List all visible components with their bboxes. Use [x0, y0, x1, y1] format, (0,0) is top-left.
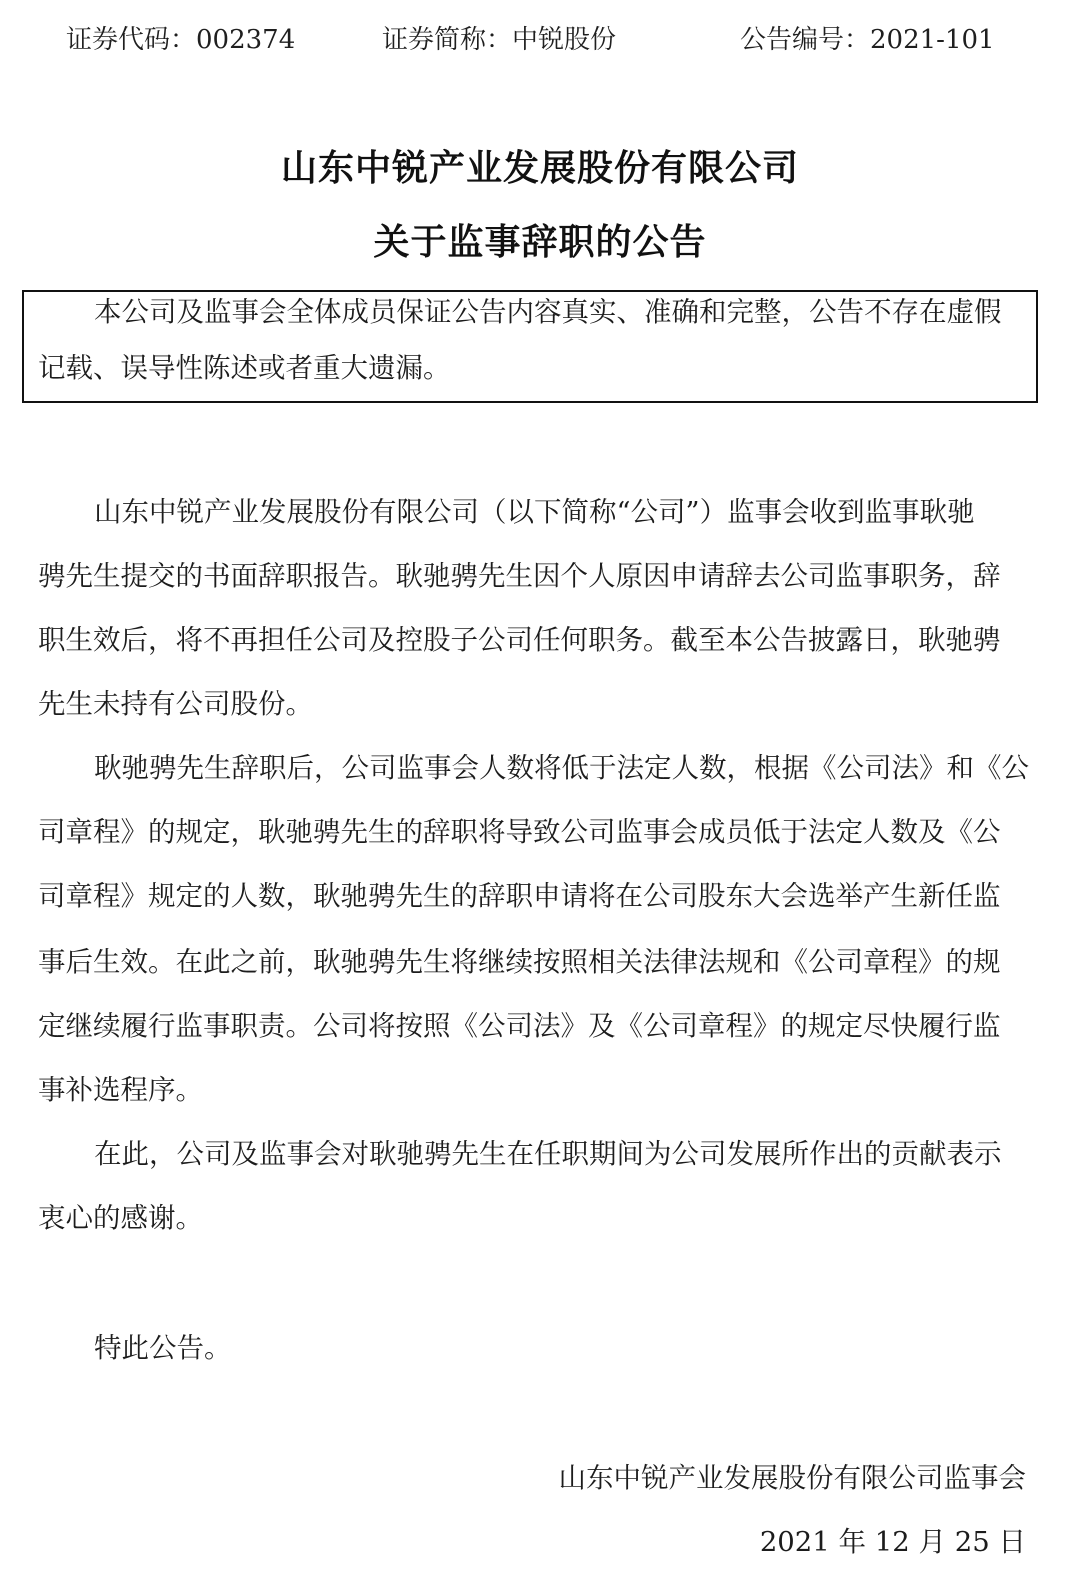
paragraph-line: 在此，公司及监事会对耿驰骋先生在任职期间为公司发展所作出的贡献表示 — [94, 1138, 1002, 1170]
stock-code: 证券代码：002374 — [66, 25, 296, 55]
paragraph-line: 司章程》的规定，耿驰骋先生的辞职将导致公司监事会成员低于法定人数及《公 — [38, 816, 1001, 848]
closing-statement: 特此公告。 — [94, 1332, 232, 1364]
paragraph-line: 司章程》规定的人数，耿驰骋先生的辞职申请将在公司股东大会选举产生新任监 — [38, 880, 1001, 912]
paragraph-line: 事后生效。在此之前，耿驰骋先生将继续按照相关法律法规和《公司章程》的规 — [38, 946, 1001, 978]
paragraph-line: 事补选程序。 — [38, 1074, 203, 1106]
paragraph-line: 定继续履行监事职责。公司将按照《公司法》及《公司章程》的规定尽快履行监 — [38, 1010, 1001, 1042]
announcement-number: 公告编号：2021-101 — [740, 25, 995, 55]
paragraph-line: 职生效后，将不再担任公司及控股子公司任何职务。截至本公告披露日，耿驰骋 — [38, 624, 1001, 656]
company-title: 山东中锐产业发展股份有限公司 — [280, 148, 799, 189]
paragraph-line: 耿驰骋先生辞职后，公司监事会人数将低于法定人数，根据《公司法》和《公 — [94, 752, 1029, 784]
document-header — [0, 18, 1080, 62]
announcement-title: 关于监事辞职的公告 — [373, 222, 707, 263]
signature-date: 2021 年 12 月 25 日 — [759, 1526, 1026, 1558]
disclaimer-line: 本公司及监事会全体成员保证公告内容真实、准确和完整，公告不存在虚假 — [94, 296, 1002, 328]
paragraph-line: 先生未持有公司股份。 — [38, 688, 313, 720]
disclaimer-line: 记载、误导性陈述或者重大遗漏。 — [38, 352, 451, 384]
signature-issuer: 山东中锐产业发展股份有限公司监事会 — [558, 1462, 1026, 1494]
paragraph-line: 山东中锐产业发展股份有限公司（以下简称“公司”）监事会收到监事耿驰 — [94, 496, 975, 528]
stock-abbreviation: 证券简称：中锐股份 — [382, 25, 617, 55]
paragraph-line: 衷心的感谢。 — [38, 1202, 203, 1234]
paragraph-line: 骋先生提交的书面辞职报告。耿驰骋先生因个人原因申请辞去公司监事职务，辞 — [38, 560, 1001, 592]
